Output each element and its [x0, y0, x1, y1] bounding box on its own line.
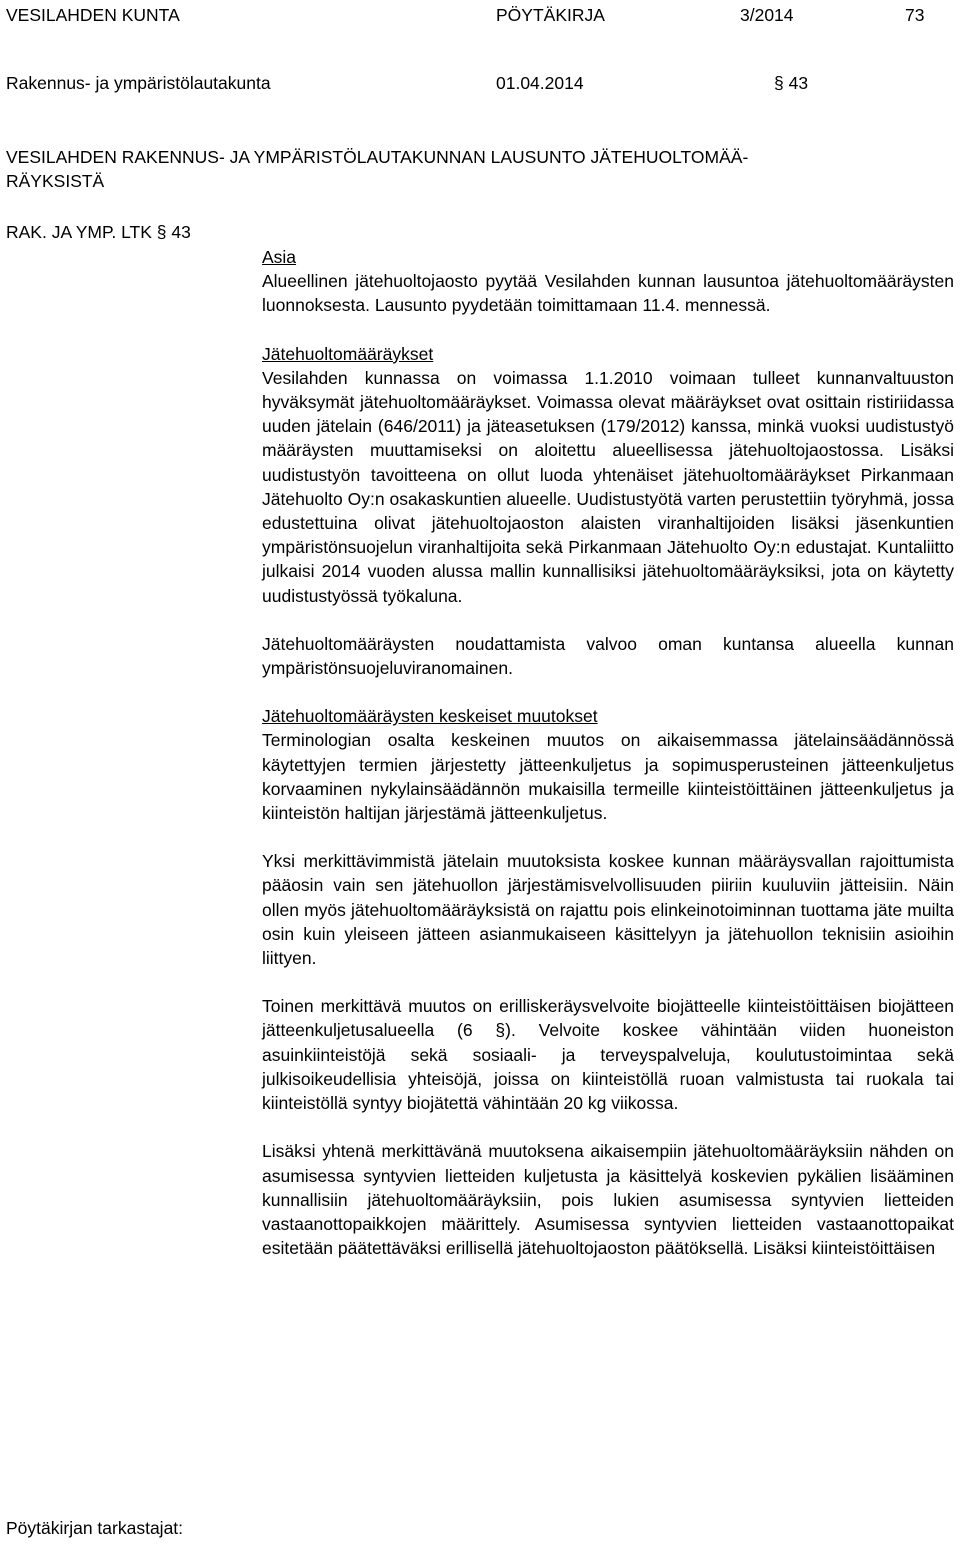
document-type: PÖYTÄKIRJA	[496, 5, 605, 25]
committee-section-ref: RAK. JA YMP. LTK § 43	[6, 222, 191, 242]
paragraph-supervision: Jätehuoltomääräysten noudattamista valvoo oman kuntansa alueella kunnan ympäristönsuojeluviranomainen.	[262, 633, 954, 679]
municipality-name: VESILAHDEN KUNTA	[6, 5, 180, 25]
document-number: 3/2014	[740, 5, 794, 25]
title-line-2: RÄYKSISTÄ	[6, 171, 105, 191]
paragraph-biowaste: Toinen merkittävä muutos on erilliskeräysvelvoite biojätteelle kiinteistöittäisen biojätteen jätteenkuljetusalueella (6 §). Velvoite koskee vähintään viiden huoneiston asuinkiinteistöjä sekä sosiaali- ja terveyspalveluja, koulutustoimintaa sekä julkisoikeudellisia yhteisöjä, joissa on kiinteistöllä ruoan valmistusta tai ruokala tai kiinteistöllä syntyy biojätettä vähintään 20 kg viikossa.	[262, 996, 954, 1114]
paragraph-terminology: Terminologian osalta keskeinen muutos on aikaisemmassa jätelainsäädännössä käytettyjen termien järjestetty jätteenkuljetus ja sopimusperusteinen jätteenkuljetus korvaaminen nykylainsäädännön mukaisilla termeille kiinteistöittäinen jätteenkuljetus ja kiinteistön haltijan järjestämä jätteenkuljetus.	[262, 730, 954, 824]
minutes-body	[262, 245, 954, 1260]
section-number: § 43	[774, 73, 809, 93]
paragraph-authority: Yksi merkittävimmistä jätelain muutoksista koskee kunnan määräysvallan rajoittumista pääosin vain sen jätehuollon järjestämisvelvollisuuden piiriin kuuluviin jätteisiin. Näin ollen myös jätehuoltomääräyksistä on rajattu pois elinkeinotoiminnan tuottama jäte muilta osin kuin yleiseen jätteen asianmukaiseen käsittelyyn ja jätehuollon teknisiin asioihin liittyen.	[262, 851, 954, 969]
document-title	[6, 145, 906, 193]
page-number: 73	[905, 5, 925, 25]
footer-reviewers: Pöytäkirjan tarkastajat:	[6, 1518, 184, 1538]
changes-heading: Jätehuoltomääräysten keskeiset muutokset	[262, 706, 598, 727]
meeting-date: 01.04.2014	[496, 73, 584, 93]
board-name: Rakennus- ja ympäristölautakunta	[6, 73, 271, 93]
asia-heading: Asia	[262, 247, 297, 267]
paragraph-sludge: Lisäksi yhtenä merkittävänä muutoksena aikaisempiin jätehuoltomääräyksiin nähden on asumisessa syntyvien lietteiden kuljetusta ja käsittelyä koskevien pykälien lisääminen kunnallisiin jätehuoltomääräyksiin, pois lukien asumisessa syntyvien lietteiden vastaanottopaikkojen määrittely. Asumisessa syntyvien lietteiden vastaanottopaikat esitetään päätettäväksi erillisellä jätehuoltojaoston päätöksellä. Lisäksi kiinteistöittäisen	[262, 1141, 954, 1259]
paragraph-regulations: Vesilahden kunnassa on voimassa 1.1.2010 voimaan tulleet kunnanvaltuuston hyväksymät jätehuoltomääräykset. Voimassa olevat määräykset ovat osittain ristiriidassa uuden jätelain (646/2011) ja jäteasetuksen (179/2012) kanssa, minkä vuoksi uudistustyö määräysten muuttamiseksi on aloitettu alueellisessa jätehuoltojaostossa. Lisäksi uudistustyön tavoitteena on ollut luoda yhtenäiset jätehuoltomääräykset Pirkanmaan Jätehuolto Oy:n osakaskuntien alueelle. Uudistustyötä varten perustettiin työryhmä, jossa edustettuina olivat jätehuoltojaoston alaisten viranhaltijoiden lisäksi jäsenkuntien ympäristönsuojelun viranhaltijoita sekä Pirkanmaan Jätehuolto Oy:n edustajat. Kuntaliitto julkaisi 2014 vuoden alussa mallin kunnallisiksi jätehuoltomääräyksiksi, jota on käytetty uudistustyössä työkaluna.	[262, 367, 954, 606]
jatehuolto-heading: Jätehuoltomääräykset	[262, 343, 434, 364]
title-line-1: VESILAHDEN RAKENNUS- JA YMPÄRISTÖLAUTAKUNNAN LAUSUNTO JÄTEHUOLTOMÄÄ-	[6, 147, 749, 167]
asia-paragraph: Alueellinen jätehuoltojaosto pyytää Vesilahden kunnan lausuntoa jätehuoltomääräysten luonnoksesta. Lausunto pyydetään toimittamaan 11.4. mennessä.	[262, 271, 954, 316]
